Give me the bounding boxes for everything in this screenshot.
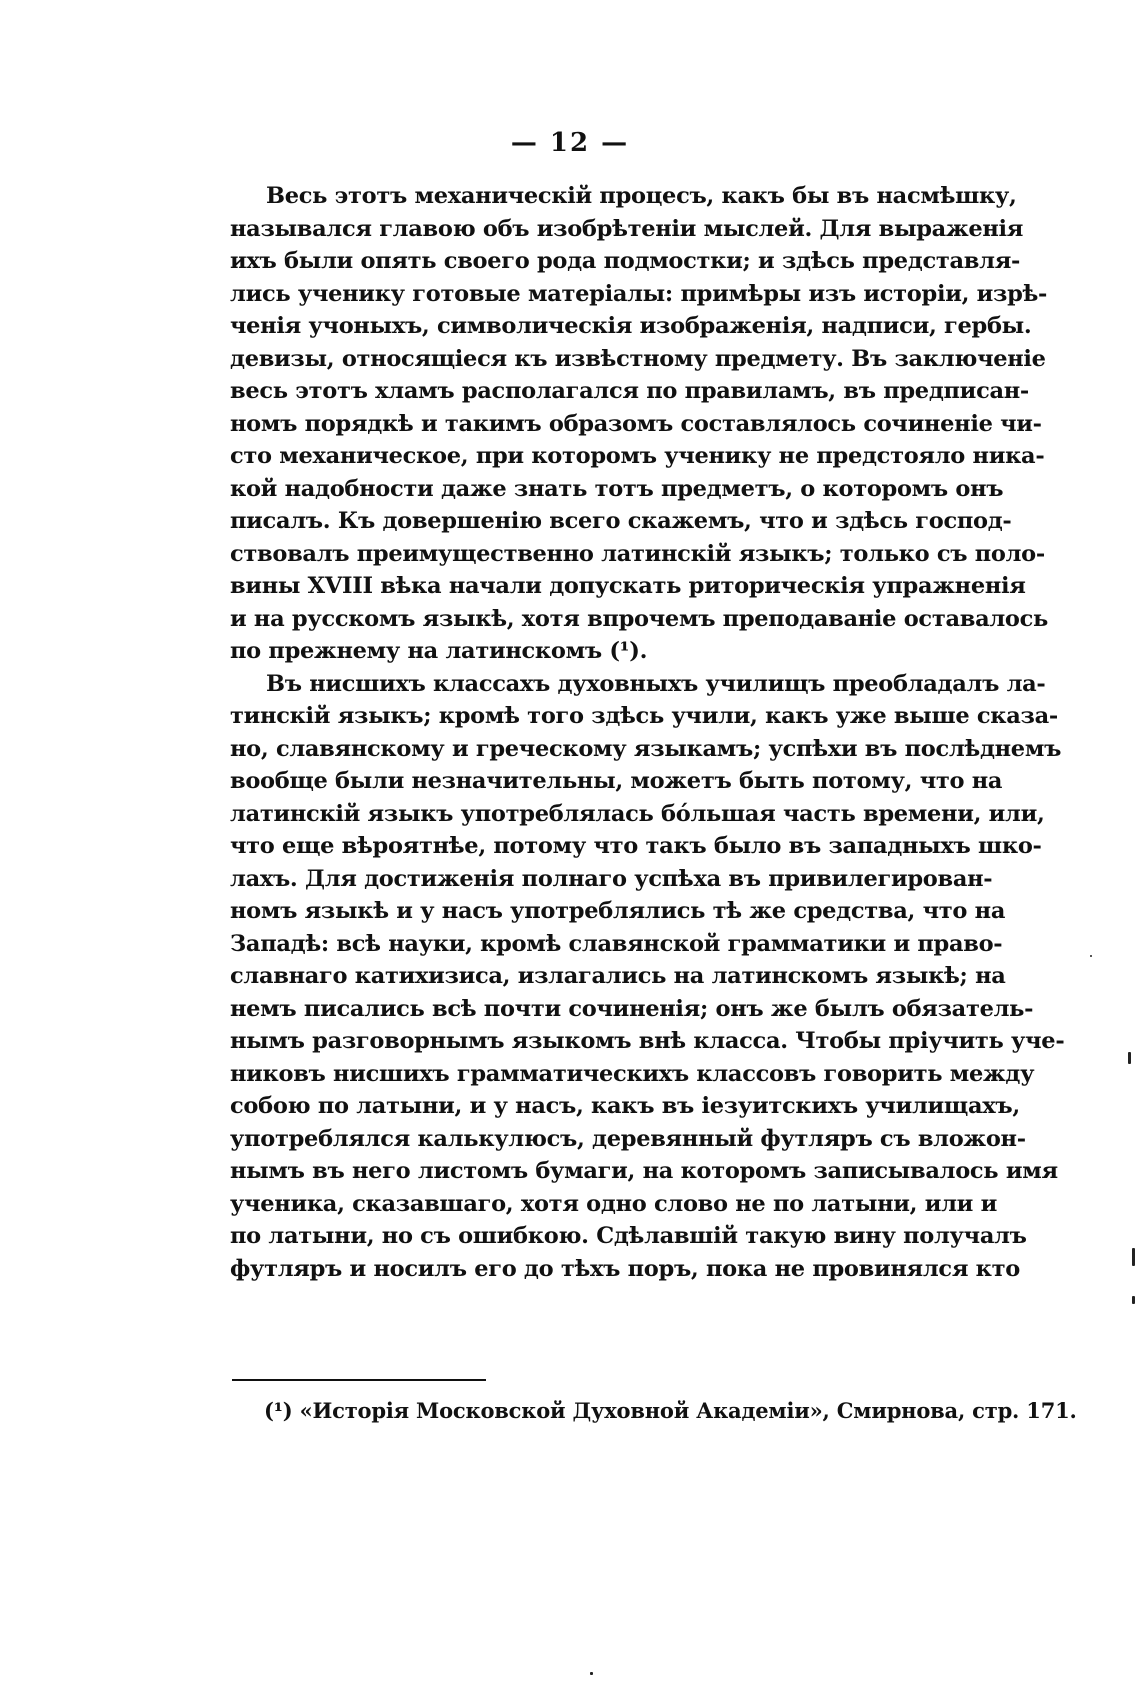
text-line: ученика, сказавшаго, хотя одно слово не по латыни, или и [230,1190,997,1217]
text-line: кой надобности даже знать тотъ предметъ, о которомъ онъ [230,475,1004,502]
text-line: Весь этотъ механическій процесъ, какъ бы въ насмѣшку, [266,183,1017,209]
scan-speck [1132,1248,1135,1266]
footnote: (¹) «Исторія Московской Духовной Академіи», Смирнова, стр. 171. [264,1398,1077,1423]
text-line: никовъ нисшихъ грамматическихъ классовъ говорить между [230,1060,1035,1087]
text-line: вины XVIII вѣка начали допускать риторическія упражненія [230,573,1026,599]
text-line: девизы, относящіеся къ извѣстному предмету. Въ заключеніе [230,345,1046,372]
text-line: номъ языкѣ и у насъ употреблялись тѣ же средства, что на [230,898,1006,924]
scan-speck [1128,1052,1131,1064]
text-line: ихъ были опять своего рода подмостки; и здѣсь представля- [230,248,1021,274]
text-line: тинскій языкъ; кромѣ того здѣсь учили, какъ уже выше сказа- [230,703,1058,729]
text-line: по прежнему на латинскомъ (¹). [230,638,648,664]
text-line: что еще вѣроятнѣе, потому что такъ было въ западныхъ шко- [230,833,1042,859]
text-line: и на русскомъ языкѣ, хотя впрочемъ преподаваніе оставалось [230,605,1049,632]
text-line: латинскій языкъ употреблялась бо́льшая часть времени, или, [230,800,1045,827]
text-line: футляръ и носилъ его до тѣхъ поръ, пока не провинялся кто [230,1255,1020,1282]
text-line: ченія учоныхъ, символическія изображенія, надписи, гербы. [230,313,1032,339]
text-line: но, славянскому и греческому языкамъ; успѣхи въ послѣднемъ [230,735,1062,762]
text-line: употреблялся калькулюсъ, деревянный футляръ съ вложон- [230,1125,1026,1152]
footnote-divider [232,1379,486,1381]
text-line: назывался главою объ изобрѣтеніи мыслей. Для выраженія [230,215,1024,242]
text-line: лахъ. Для достиженія полнаго успѣха въ привилегирован- [230,865,993,892]
text-line: собою по латыни, и у насъ, какъ въ іезуитскихъ училищахъ, [230,1093,1020,1119]
scan-speck [1132,1296,1135,1304]
scan-speck [1090,955,1092,957]
text-line: нымъ разговорнымъ языкомъ внѣ класса. Чтобы пріучить уче- [230,1028,1065,1054]
paragraph-1 [230,180,1049,668]
text-line: славнаго катихизиса, излагались на латинскомъ языкѣ; на [230,963,1006,989]
text-line: Западѣ: всѣ науки, кромѣ славянской грамматики и право- [230,930,1003,957]
text-line: номъ порядкѣ и такимъ образомъ составлялось сочиненіе чи- [230,410,1042,437]
text-line: весь этотъ хламъ располагался по правиламъ, въ предписан- [230,378,1029,404]
text-line: нымъ въ него листомъ бумаги, на которомъ записывалось имя [230,1158,1058,1184]
page-number: — 12 — [510,128,630,158]
text-line: писалъ. Къ довершенію всего скажемъ, что и здѣсь господ- [230,508,1012,534]
text-line: немъ писались всѣ почти сочиненія; онъ же былъ обязатель- [230,995,1034,1022]
scan-speck [590,1672,593,1675]
text-line: по латыни, но съ ошибкою. Сдѣлавшій такую вину получалъ [230,1223,1027,1249]
text-line: лись ученику готовые матеріалы: примѣры изъ исторіи, изрѣ- [230,280,1048,307]
text-line: ствовалъ преимущественно латинскій языкъ; только съ поло- [230,540,1045,567]
text-line: сто механическое, при которомъ ученику не предстояло ника- [230,443,1045,469]
body-text [230,180,1065,1285]
paragraph-2 [230,668,1065,1286]
text-line: вообще были незначительны, можетъ быть потому, что на [230,768,1003,794]
text-line: Въ нисшихъ классахъ духовныхъ училищъ преобладалъ ла- [266,670,1046,697]
